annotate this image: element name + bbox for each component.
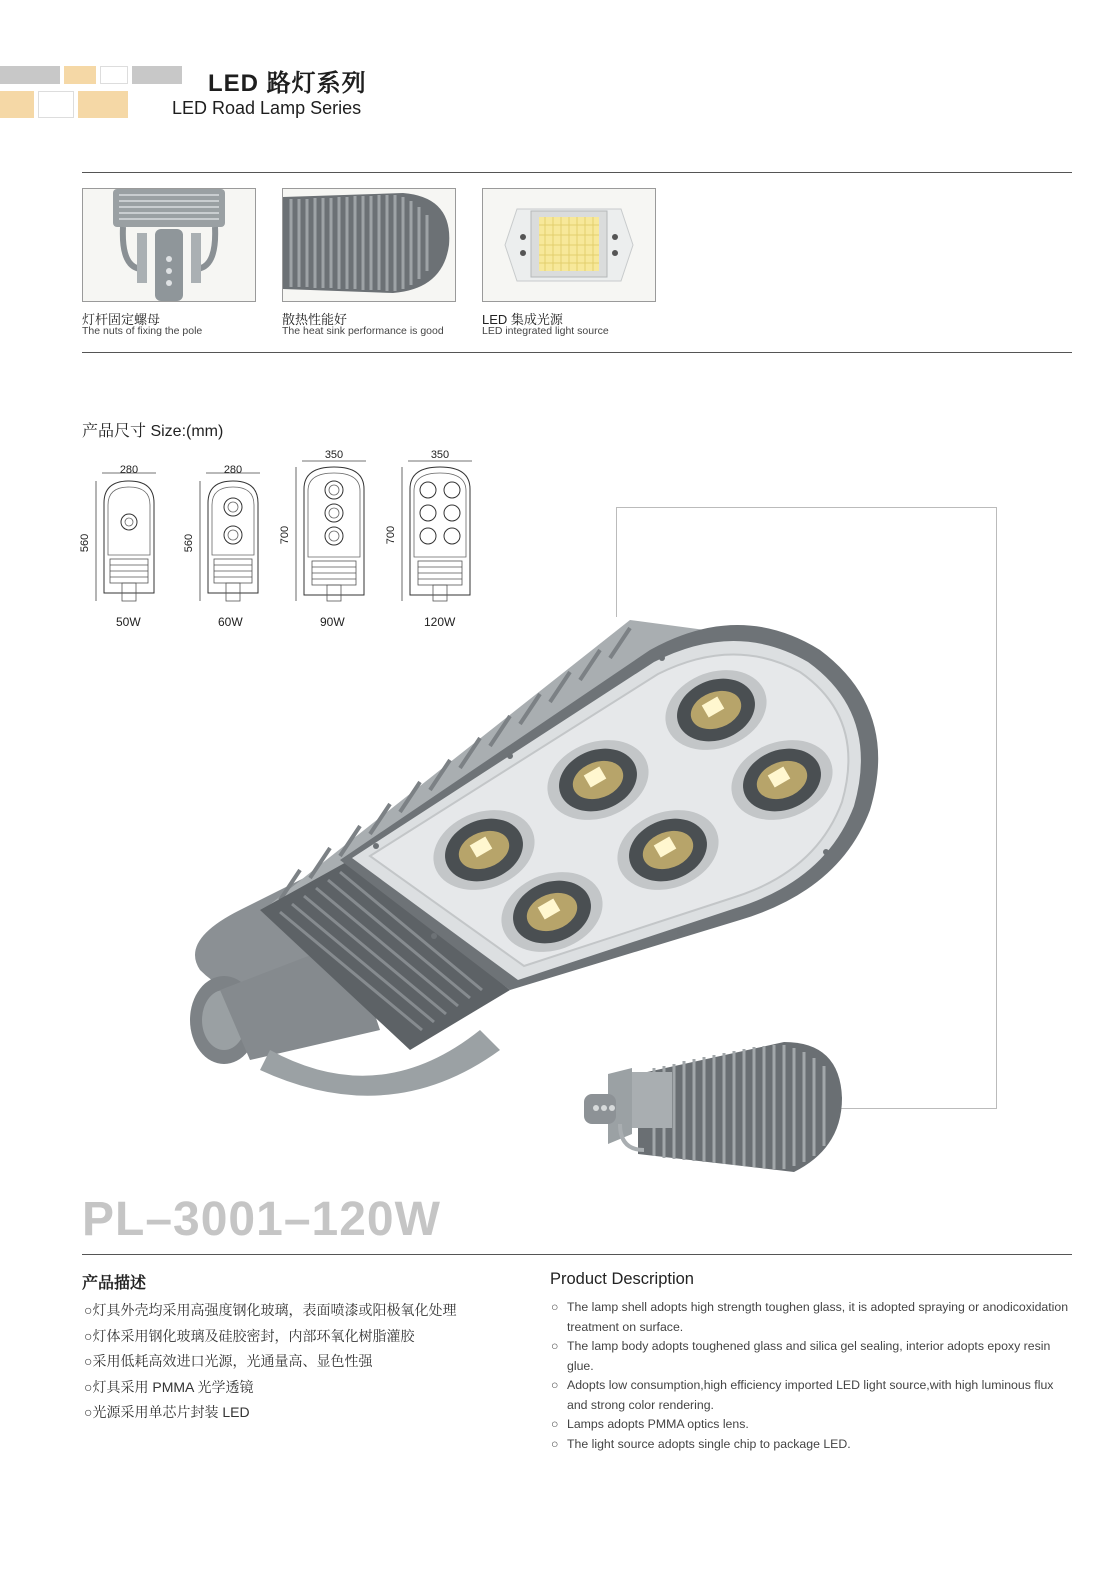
- dimension-drawings: [79, 445, 502, 610]
- decor-square: [132, 66, 182, 84]
- bullet-icon: ○: [551, 1417, 559, 1431]
- list-item: ○采用低耗高效进口光源，光通量高、显色性强: [84, 1353, 373, 1369]
- feature-image-heat-sink: [282, 188, 456, 302]
- dimension-drawing-50w: [79, 464, 156, 601]
- dim-height-label: 700: [385, 525, 397, 545]
- feature-label-cn: 灯杆固定螺母: [82, 312, 161, 327]
- list-item: ○光源采用单芯片封装 LED: [84, 1404, 250, 1420]
- decor-square: [0, 66, 60, 84]
- divider: [82, 172, 1072, 173]
- model-name: PL–3001–120W: [82, 1193, 441, 1246]
- frame-line: [840, 1108, 997, 1109]
- watt-label: 120W: [424, 615, 456, 629]
- divider: [82, 352, 1072, 353]
- list-item: ○ The lamp shell adopts high strength toughen glass, it is adopted spraying or anodicoxidation treatment on surface.: [551, 1300, 1069, 1334]
- list-item: ○灯体采用钢化玻璃及硅胶密封，内部环氧化树脂灌胶: [84, 1327, 415, 1344]
- watt-label: 60W: [218, 615, 243, 629]
- dimension-drawing-60w: [183, 464, 260, 601]
- size-title: 产品尺寸 Size:(mm): [82, 423, 224, 440]
- product-photo-side: [584, 1038, 846, 1178]
- page-title: LED 路灯系列: [208, 70, 367, 97]
- page-subtitle: LED Road Lamp Series: [172, 98, 362, 118]
- decor-square: [64, 66, 96, 84]
- feature-label-en: LED integrated light source: [482, 325, 609, 337]
- dim-height-label: 700: [279, 525, 291, 545]
- watt-label: 90W: [320, 615, 345, 629]
- bullet-icon: ○: [84, 1353, 93, 1369]
- dimension-drawing-120w: [385, 449, 472, 601]
- decor-square: [0, 91, 34, 118]
- bullet-icon: ○: [84, 1327, 93, 1344]
- bullet-icon: ○: [551, 1339, 559, 1353]
- list-item: ○灯具外壳均采用高强度钢化玻璃，表面喷漆或阳极氧化处理: [84, 1302, 457, 1318]
- list-item: ○ Lamps adopts PMMA optics lens.: [551, 1415, 1071, 1435]
- list-item: ○ The light source adopts single chip to package LED.: [551, 1435, 1071, 1455]
- bullet-icon: ○: [84, 1404, 93, 1420]
- description-list-en: [551, 1298, 1071, 1454]
- dim-width-label: 350: [430, 449, 450, 461]
- list-item: ○灯具采用 PMMA 光学透镜: [84, 1378, 254, 1395]
- description-title-en: Product Description: [550, 1270, 694, 1288]
- decor-square: [38, 91, 74, 118]
- frame-line: [616, 507, 617, 617]
- product-photo-main: [180, 610, 900, 1090]
- bullet-icon: ○: [551, 1378, 559, 1392]
- frame-line: [616, 507, 997, 508]
- bullet-icon: ○: [84, 1302, 93, 1318]
- list-item: ○ The lamp body adopts toughened glass and silica gel sealing, interior adopts epoxy resin glue.: [551, 1339, 1051, 1373]
- dim-height-label: 560: [79, 533, 91, 553]
- description-title-cn: 产品描述: [82, 1275, 147, 1292]
- dim-height-label: 560: [183, 533, 195, 553]
- feature-label-en: The nuts of fixing the pole: [82, 325, 203, 337]
- dim-width-label: 280: [119, 464, 139, 476]
- bullet-icon: ○: [84, 1378, 93, 1395]
- divider: [82, 1254, 1072, 1255]
- watt-label: 50W: [116, 615, 141, 629]
- dimension-drawing-90w: [279, 449, 366, 601]
- dim-width-label: 350: [324, 449, 344, 461]
- frame-line: [996, 507, 997, 1109]
- bullet-icon: ○: [551, 1300, 559, 1314]
- feature-label-cn: LED 集成光源: [482, 312, 563, 327]
- list-item: ○ Adopts low consumption,high efficiency imported LED light source,with high luminous flux and strong color rendering.: [551, 1378, 1054, 1412]
- dim-width-label: 280: [223, 464, 243, 476]
- feature-image-pole-nut: [82, 188, 256, 302]
- feature-image-led-chip: [482, 188, 656, 302]
- feature-label-en: The heat sink performance is good: [282, 325, 444, 337]
- decor-square: [78, 91, 128, 118]
- description-list-cn: [84, 1298, 524, 1426]
- bullet-icon: ○: [551, 1436, 559, 1451]
- feature-label-cn: 散热性能好: [282, 312, 348, 327]
- decor-square: [100, 66, 128, 84]
